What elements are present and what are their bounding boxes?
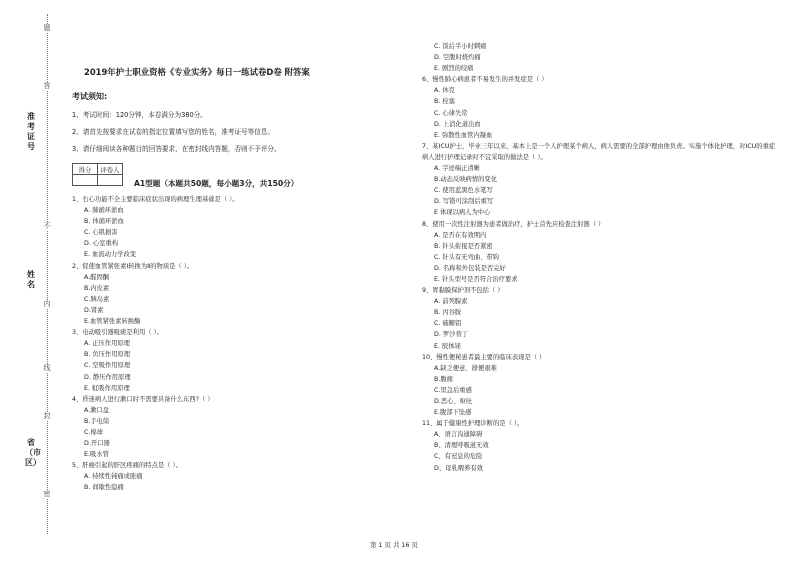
answer-option: A. 前列腺素 [434,298,468,306]
seal-mark: 密 [40,490,54,499]
answer-option: D. 名称和外包装是否完好 [434,264,506,272]
question [422,141,778,219]
question-stem: 7、某ICU护士，毕业三年以来，基本上是一个人护理某个病人，病人需要的全部护理由他负责。实施个体化护理，对ICU的重症病人进行护理记录时不宜采取的做法是（ ）。 [422,142,776,161]
question-stem: 1、右心功能不全主要临床症状出现的病理生理基础是（ ）。 [72,196,239,203]
question [422,219,778,286]
answer-option: D. 空腹时烧灼痛 [434,54,481,62]
answer-option: B.腹痛 [434,375,453,383]
left-column [72,194,402,494]
answer-option: C. 空吸作用原理 [84,362,131,370]
answer-option: E.血管紧张素转换酶 [84,318,141,326]
question [422,418,778,473]
answer-option: C.里急后重感 [434,386,472,394]
question-stem: 9、胃黏膜保护剂不包括（ ） [422,287,504,295]
answer-option: D.恶心、呕吐 [434,398,473,405]
question [72,194,402,261]
answer-option: E 体现以病人为中心 [434,209,491,217]
grader-cell[interactable] [98,175,123,186]
seal-mark: 封 [40,412,54,421]
answer-option: B.内皮素 [84,284,110,292]
answer-option: B. 丙谷胺 [434,309,462,317]
question-stem: 5、肝癌引起的肝区疼痛的特点是（ ）。 [72,462,182,470]
seal-mark: 内 [40,300,54,309]
question [72,460,402,493]
answer-option: E.吸水管 [84,451,109,459]
answer-option: C.胰岛素 [84,295,110,303]
grader-label: 评卷人 [98,164,123,175]
notice-item: 1、考试时间：120分钟，本卷满分为380分。 [72,111,207,119]
question [422,74,778,141]
page-title: 2019年护士职业资格《专业实务》每日一练试卷D卷 附答案 [84,67,310,77]
answer-option: E. 胶体铋 [434,342,461,350]
seal-line [47,14,48,534]
score-box [72,163,123,186]
answer-option: A.醛固酮 [84,273,110,281]
answer-option: A.缺乏便意、排便艰难 [434,364,497,372]
notice-item: 3、请仔细阅读各种题目的回答要求，在密封线内答题，否则不予评分。 [72,145,281,153]
question-stem: 11、属于健康性护理诊断的是（ ）。 [422,420,524,428]
answer-option: C. 饭后半小时刺痛 [434,43,487,50]
answer-option: E. 弥散性血管内凝血 [434,131,493,139]
notice-item: 2、请首先按要求在试卷的指定位置填写您的姓名，准考证号等信息。 [72,128,275,136]
answer-option: A. 是否在有效期内 [434,231,487,239]
answer-option: C. 心肌损害 [84,229,118,237]
answer-option: C. 心律失常 [434,109,468,117]
answer-option: E.腹部下坠感 [434,409,472,417]
question-stem: 6、慢性肺心病患者不易发生的并发症是（ ） [422,76,548,84]
answer-option: D、母乳喂养有效 [434,464,483,472]
answer-option: A. 字迹端正清晰 [434,165,480,173]
answer-option: C、有窒息的危险 [434,453,483,461]
answer-option: A. 正压作用原理 [84,340,130,348]
answer-option: D. 写错可涂刮后重写 [434,198,494,206]
answer-option: D.肾素 [84,306,104,314]
question-stem: 4、昏迷病人进行漱口时不需要具备什么东西?（ ） [72,395,214,403]
answer-option: B. 负压作用原理 [84,351,131,359]
question-stem: 8、使用一次性注射器为患者做治疗，护士首先应检查注射器（ ） [422,220,605,228]
answer-option: C. 硫糖铝 [434,320,462,328]
answer-option: B. 间歇性隐痛 [84,484,124,492]
answer-option: C. 使用蓝黑色水笔写 [434,187,493,195]
question [422,285,778,352]
answer-option: A. 休克 [434,87,455,95]
right-column [422,41,778,474]
answer-option: A. 肺循环淤血 [84,207,124,215]
answer-option: C. 针头有无弯曲、带钩 [434,253,500,261]
answer-option: E. 剧烈的绞痛 [434,65,474,73]
answer-option: B. 栓塞 [434,98,455,106]
question [72,394,402,461]
question-stem: 2、促使血管紧张素Ⅰ转换为Ⅱ的物质是（ ）。 [72,262,194,270]
question [72,327,402,394]
answer-option: B.手电筒 [84,417,110,425]
answer-option: B. 体循环淤血 [84,218,124,226]
binding-margin [0,0,66,565]
region-label: 省（市区） [25,438,41,467]
question [422,352,778,419]
section-heading: A1型题（本题共50题，每小题3分，共150分） [134,179,299,188]
exam-id-label: 准考证号 [27,112,35,151]
answer-option: D.开口器 [84,440,110,448]
answer-option: E. 血流动力学改变 [84,251,137,259]
answer-option: B、清理呼吸道无效 [434,442,489,450]
question-stem: 3、电动吸引器吸痰是利用（ ）。 [72,329,164,337]
seal-mark: 答 [40,82,54,91]
answer-option: B. 针头衔接是否紧密 [434,242,493,250]
answer-option: B.动态反映病情的变化 [434,176,497,184]
answer-option: D. 罗沙替丁 [434,331,469,339]
answer-option: C.棉球 [84,428,103,436]
seal-mark: 线 [40,364,54,373]
question-stem: 10、慢性便秘患者最主要的临床表现是（ ） [422,353,546,361]
answer-option: E. 虹吸作用原理 [84,384,130,392]
question [422,41,778,74]
seal-mark: 题 [40,24,54,33]
answer-option: A.漱口盘 [84,406,110,414]
name-label: 姓名 [27,270,35,289]
answer-option: E. 针头型号是否符合治疗要求 [434,275,518,283]
answer-option: D. 上消化道出血 [434,120,481,128]
answer-option: A、语言沟通障碍 [434,431,483,439]
seal-mark: 不 [40,222,54,231]
score-cell[interactable] [73,175,98,186]
page-number: 第 1 页 共 16 页 [370,541,418,549]
score-label: 得分 [73,164,98,175]
notice-heading: 考试须知: [72,92,108,101]
answer-option: D. 静压作用原理 [84,373,131,381]
answer-option: D. 心室重构 [84,240,119,248]
answer-option: A. 持续性钝痛或胀痛 [84,473,143,481]
question [72,261,402,328]
